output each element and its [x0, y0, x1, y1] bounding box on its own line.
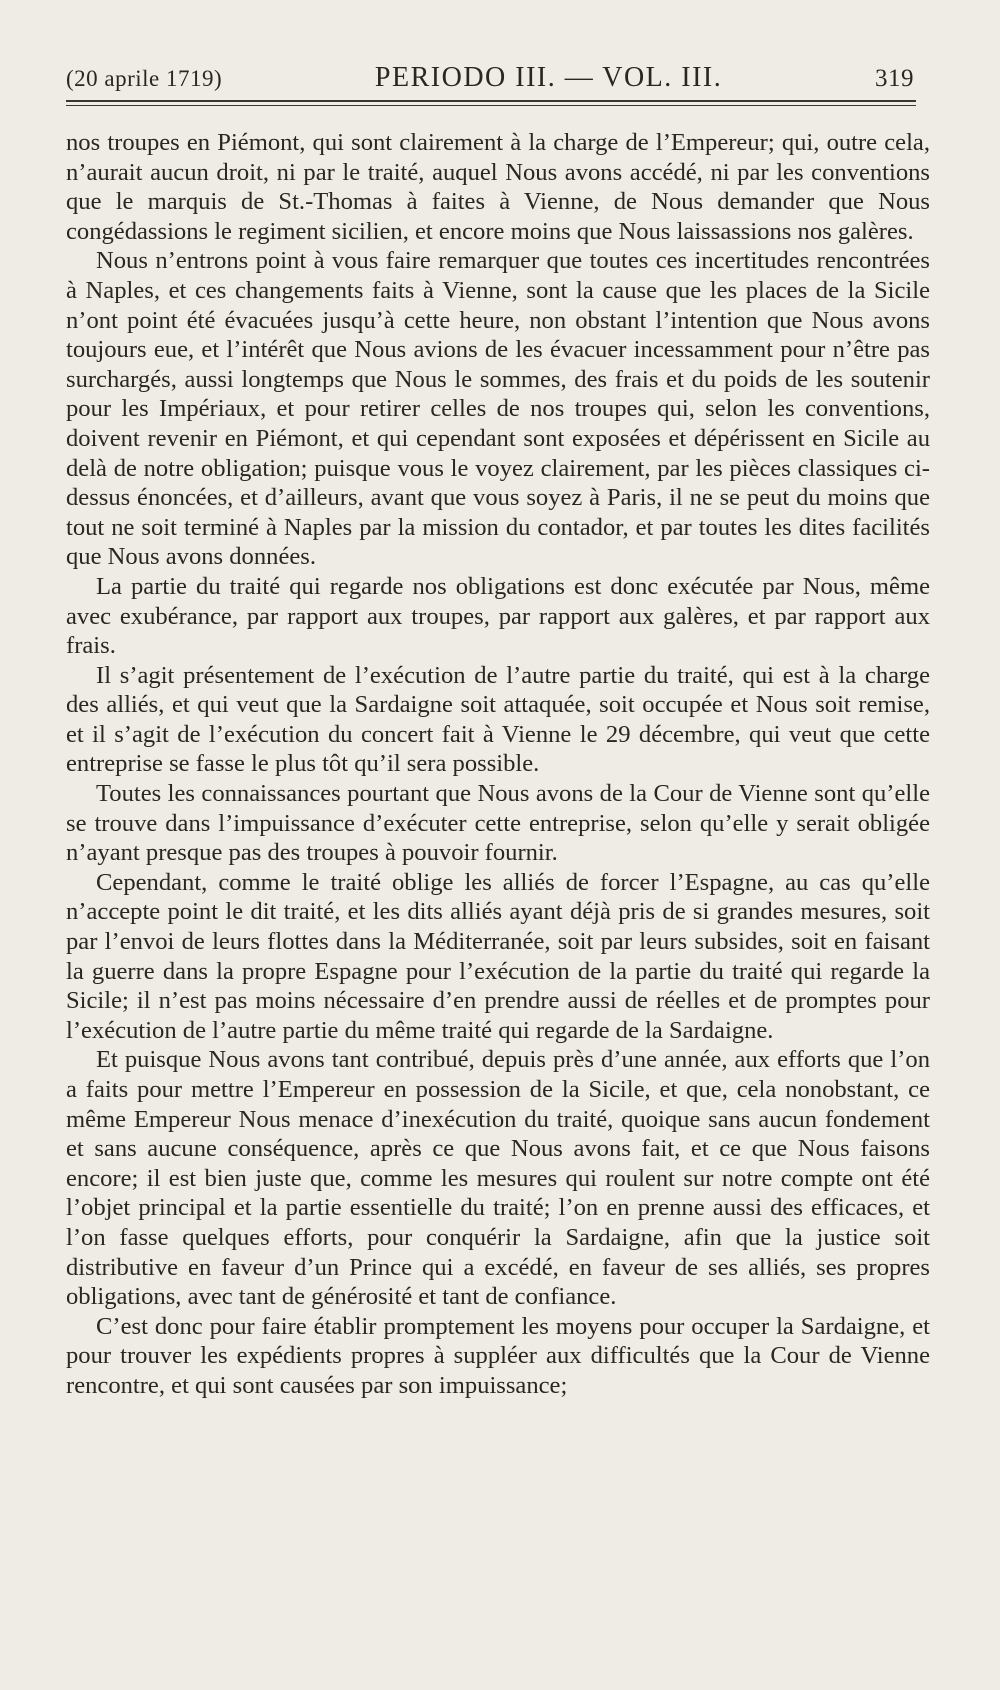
- paragraph: Et puisque Nous avons tant contribué, depuis près d’une année, aux efforts que l’on a faits pour mettre l’Empereur en possession de la Sicile, et que, cela nonobstant, ce même Empereur Nous menace d’inexécution du traité, quoique sans aucun fondement et sans aucune conséquence, après ce que Nous avons fait, et ce que Nous faisons encore; il est bien juste que, comme les mesures qui roulent sur notre compte ont été l’objet principal et la partie essentielle du traité; l’on en prenne aussi des efficaces, et l’on fasse quelques efforts, pour conquérir la Sardaigne, afin que la justice soit distributive en faveur d’un Prince qui a excédé, en faveur de ses alliés, ses propres obligations, avec tant de générosité et tant de confiance.: [66, 1046, 930, 1311]
- paragraph: Nous n’entrons point à vous faire remarquer que toutes ces incertitudes rencontrées à Naples, et ces changements faits à Vienne, sont la cause que les places de la Sicile n’ont point été évacuées jusqu’à cette heure, non obstant l’intention que Nous avons toujours eue, et l’intérêt que Nous avions de les évacuer incessamment pour n’être pas surchargés, aussi longtemps que Nous le sommes, des frais et du poids de les soutenir pour les Impériaux, et pour retirer celles de nos troupes qui, selon les conventions, doivent revenir en Piémont, et qui cependant sont exposées et dépérissent en Sicile au delà de notre obligation; puisque vous le voyez clairement, par les pièces classiques ci-dessus énoncées, et d’ailleurs, avant que vous soyez à Paris, il ne se peut du moins que tout ne soit terminé à Naples par la mission du contador, et par toutes les dites facilités que Nous avons données.: [66, 247, 930, 571]
- paragraph: Cependant, comme le traité oblige les alliés de forcer l’Espagne, au cas qu’elle n’accepte point le dit traité, et les dits alliés ayant déjà pris de si grandes mesures, soit par l’envoi de leurs flottes dans la Méditerranée, soit par leurs subsides, soit en faisant la guerre dans la propre Espagne pour l’exécution de la partie du traité qui regarde la Sicile; il n’est pas moins nécessaire d’en prendre aussi de réelles et de promptes pour l’exécution de l’autre partie du même traité qui regarde de la Sardaigne.: [66, 868, 930, 1044]
- page-number: 319: [874, 65, 914, 92]
- paragraph: Toutes les connaissances pourtant que Nous avons de la Cour de Vienne sont qu’elle se trouve dans l’impuissance d’exécuter cette entreprise, selon qu’elle y serait obligée n’ayant presque pas des troupes à pouvoir fournir.: [66, 780, 930, 867]
- paragraph: C’est donc pour faire établir promptement les moyens pour occuper la Sardaigne, et pour trouver les expédients propres à suppléer aux difficultés que la Cour de Vienne rencontre, et qui sont causées par son impuissance;: [66, 1312, 930, 1399]
- header-title: PERIODO III. — VOL. III.: [374, 62, 723, 93]
- header-rule: [66, 100, 916, 102]
- paragraph: La partie du traité qui regarde nos obligations est donc exécutée par Nous, même avec exubérance, par rapport aux troupes, par rapport aux galères, et par rapport aux frais.: [66, 572, 930, 660]
- paragraph: Il s’agit présentement de l’exécution de l’autre partie du traité, qui est à la charge des alliés, et qui veut que la Sardaigne soit attaquée, soit occupée et Nous soit remise, et il s’agit de l’exécution du concert fait à Vienne le 29 décembre, qui veut que cette entreprise se fasse le plus tôt qu’il sera possible.: [66, 661, 930, 778]
- running-header: [66, 62, 914, 102]
- header-date: (20 aprile 1719): [66, 66, 223, 91]
- body-text: [66, 128, 930, 1401]
- paragraph: nos troupes en Piémont, qui sont clairement à la charge de l’Empereur; qui, outre cela, n’aurait aucun droit, ni par le traité, auquel Nous avons accédé, ni par les conventions que le marquis de St.-Thomas à faites à Vienne, de Nous demander que Nous congédassions le regiment sicilien, et encore moins que Nous laissassions nos galères.: [66, 129, 930, 245]
- header-rule-thin: [66, 105, 916, 106]
